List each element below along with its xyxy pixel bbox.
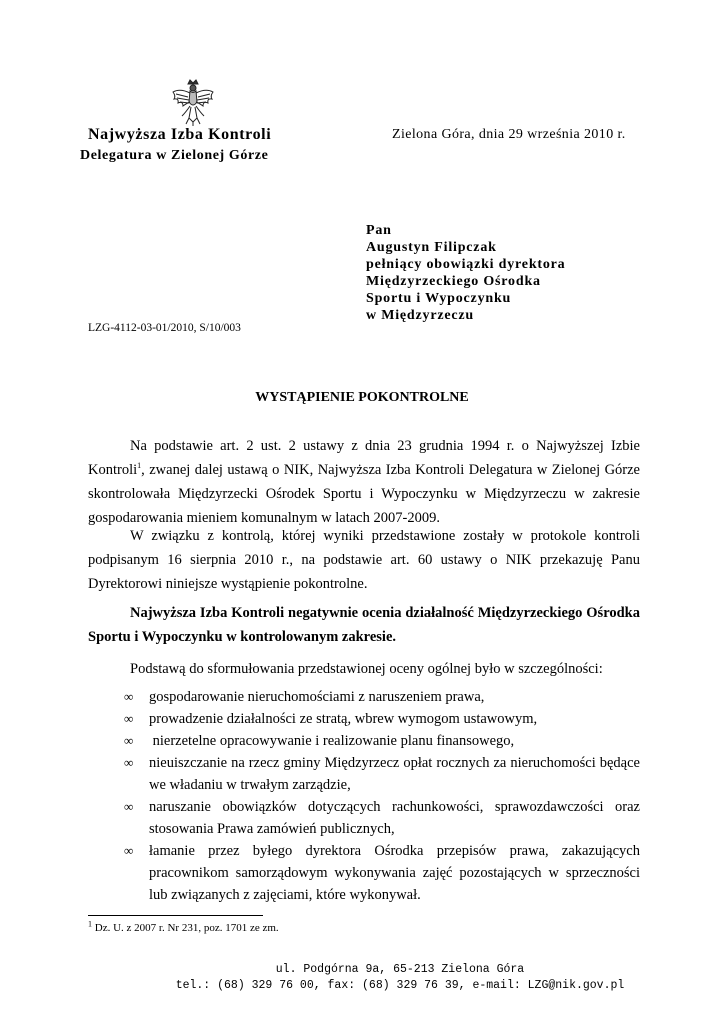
addressee-line: Międzyrzeckiego Ośrodka [366,274,541,289]
paragraph-1 [88,434,640,530]
list-item [124,686,640,708]
paragraph-1-text-b: , zwanej dalej ustawą o NIK, Najwyższa Izba Kontroli Delegatura w Zielonej Górze skontrolowała Międzyrzecki Ośrodek Sportu i Wypoczynku w Międzyrzeczu w zakresie gospodarowania mieniem komunalnym w latach 2007-2009. [88,462,640,526]
footer-address: ul. Podgórna 9a, 65-213 Zielona Góra [275,963,525,976]
footnote-text: Dz. U. z 2007 r. Nr 231, poz. 1701 ze zm. [92,922,279,934]
list-item [124,708,640,730]
footnote-number: 1 [88,919,92,929]
paragraph-4 [88,657,640,681]
bullet-marker: ∞ [124,733,134,748]
bullet-marker: ∞ [124,711,134,726]
bullet-marker: ∞ [124,755,134,770]
list-item-text: naruszanie obowiązków dotyczących rachunkowości, sprawozdawczości oraz stosowania Prawa zamówień publicznych, [149,799,640,837]
list-item-text: łamanie przez byłego dyrektora Ośrodka przepisów prawa, zakazujących pracownikom samorządowym wykonywania zajęć pozostających w sprzeczności lub związanych z zajęciami, które wykonywał. [149,843,640,903]
footnote-ref: 1 [137,461,142,471]
bullet-marker: ∞ [124,799,134,814]
footer-contact: tel.: (68) 329 76 00, fax: (68) 329 76 39, e-mail: LZG@nik.gov.pl [175,979,625,992]
footnote-divider [88,915,263,916]
institution-name: Najwyższa Izba Kontroli [88,126,272,143]
footnote [88,919,279,934]
findings-list [124,686,640,906]
paragraph-3-text: Najwyższa Izba Kontroli negatywnie ocenia działalność Międzyrzeckiego Ośrodka Sportu i Wypoczynku w kontrolowanym zakresie. [88,605,640,645]
addressee-block [366,222,565,324]
list-item-text: nierzetelne opracowywanie i realizowanie planu finansowego, [149,733,515,749]
list-item-text: nieuiszczanie na rzecz gminy Międzyrzecz opłat rocznych za nieruchomości będące we władaniu w trwałym zarządzie, [149,755,640,793]
list-item [124,796,640,840]
paragraph-4-text: Podstawą do sformułowania przedstawionej oceny ogólnej było w szczególności: [130,661,603,677]
addressee-line: pełniący obowiązki dyrektora [366,257,566,272]
place-date: Zielona Góra, dnia 29 września 2010 r. [392,127,626,142]
polish-eagle-emblem-icon [170,78,216,128]
list-item [124,730,640,752]
addressee-line: Augustyn Filipczak [366,240,497,255]
delegation-name: Delegatura w Zielonej Górze [80,148,269,163]
paragraph-2 [88,524,640,596]
paragraph-3-assessment [88,601,640,649]
bullet-marker: ∞ [124,689,134,704]
reference-number: LZG-4112-03-01/2010, S/10/003 [88,322,241,334]
list-item-text: prowadzenie działalności ze stratą, wbrew wymogom ustawowym, [149,711,538,727]
addressee-line: Sportu i Wypoczynku [366,291,512,306]
addressee-line: Pan [366,223,392,238]
bullet-marker: ∞ [124,843,134,858]
list-item-text: gospodarowanie nieruchomościami z naruszeniem prawa, [149,689,485,705]
list-item [124,752,640,796]
paragraph-2-text: W związku z kontrolą, której wyniki przedstawione zostały w protokole kontroli podpisanym 16 sierpnia 2010 r., na podstawie art. 60 ustawy o NIK przekazuję Panu Dyrektorowi niniejsze wystąpienie pokontrolne. [88,528,640,592]
paragraph-1-text-a: Na podstawie art. 2 ust. 2 ustawy z dnia 23 grudnia 1994 r. o Najwyższej Izbie Kontroli [88,438,640,478]
addressee-line: w Międzyrzeczu [366,308,474,323]
document-title: WYSTĄPIENIE POKONTROLNE [255,390,469,405]
list-item [124,840,640,906]
